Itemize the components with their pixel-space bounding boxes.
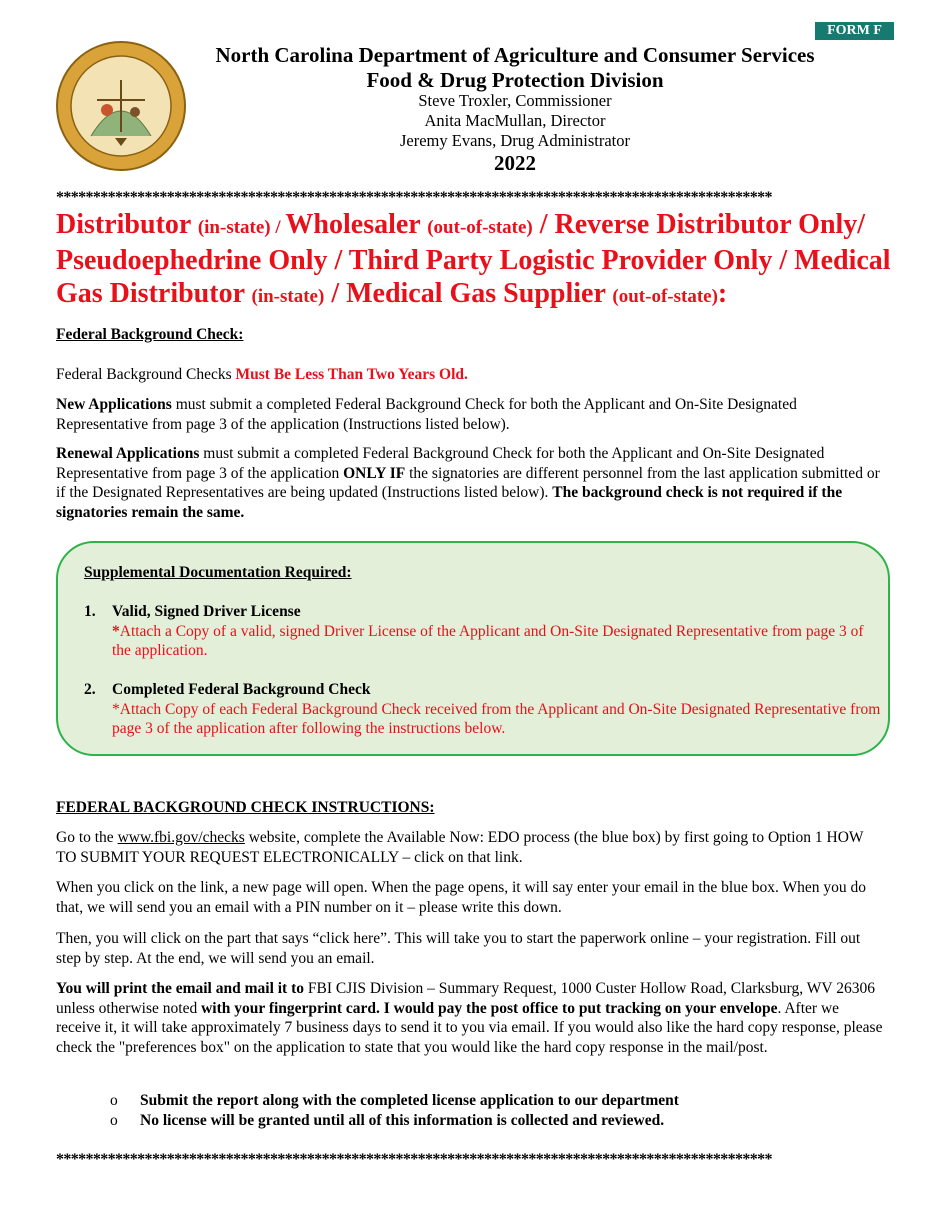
- header-department: North Carolina Department of Agriculture and Consumer Services: [215, 43, 815, 67]
- instructions-step-website: Go to the www.fbi.gov/checks website, complete the Available Now: EDO process (the blue box) by first going to Option 1 HOW TO SUBMIT YOUR REQUEST ELECTRONICALLY – click on that link.: [56, 829, 864, 866]
- license-types-title: Distributor (in-state) / Wholesaler (out-of-state) / Reverse Distributor Only/ Pseudoephedrine Only / Third Party Logistic Provider Only / Medical Gas Distributor (in-state) / Medical Gas Supplier (out-of-state):: [56, 209, 891, 309]
- bullet-submit-report: o Submit the report along with the completed license application to our department: [110, 1092, 679, 1109]
- supplemental-heading: Supplemental Documentation Required:: [84, 564, 352, 581]
- federal-check-age: Federal Background Checks Must Be Less Than Two Years Old.: [56, 366, 468, 383]
- instructions-step-email: When you click on the link, a new page will open. When the page opens, it will say enter your email in the blue box. When you do that, we will send you an email with a PIN number on it – please write this down.: [56, 879, 866, 916]
- header-year: 2022: [494, 151, 536, 175]
- bullet-circle-icon: o: [110, 1112, 118, 1129]
- header-commissioner: Steve Troxler, Commissioner: [418, 91, 612, 110]
- supplemental-item-2: 2. Completed Federal Background Check *Attach Copy of each Federal Background Check received from the Applicant and On-Site Designated Representative from page 3 of the application after following the instructions below.: [84, 681, 881, 737]
- star-divider-bottom: *************************************************************************************************: [56, 1152, 772, 1168]
- bullet-circle-icon: o: [110, 1092, 118, 1109]
- renewal-applications-paragraph: Renewal Applications must submit a completed Federal Background Check for both the Applicant and On-Site Designated Representative from page 3 of the application ONLY IF the signatories are different personnel from the last application submitted or if the Designated Representatives are being updated (Instructions listed below). The background check is not required if the signatories remain the same.: [56, 445, 880, 521]
- header-director: Anita MacMullan, Director: [424, 111, 606, 130]
- instructions-step-mail: You will print the email and mail it to FBI CJIS Division – Summary Request, 1000 Custer Hollow Road, Clarksburg, WV 26306 unless otherwise noted with your fingerprint card. I would pay the post office to put tracking on your envelope. After we receive it, it will take approximately 7 business days to send it to you via email. If you would also like the hard copy response, please check the "preferences box" on the application to state that you would like the hard copy response in the mail/post.: [56, 980, 883, 1056]
- form-badge: FORM F: [815, 22, 894, 40]
- bullet-no-license: o No license will be granted until all of this information is collected and reviewed.: [110, 1112, 665, 1129]
- department-seal: [55, 40, 187, 172]
- instructions-heading: FEDERAL BACKGROUND CHECK INSTRUCTIONS:: [56, 799, 435, 816]
- instructions-step-registration: Then, you will click on the part that says “click here”. This will take you to start the paperwork online – your registration. Fill out step by step. At the end, we will send you an email.: [56, 930, 861, 967]
- supplemental-item-1: 1. Valid, Signed Driver License *Attach a Copy of a valid, signed Driver License of the Applicant and On-Site Designated Representative from page 3 of the application.: [84, 603, 864, 659]
- federal-check-heading: Federal Background Check:: [56, 326, 244, 343]
- new-applications-paragraph: New Applications must submit a completed Federal Background Check for both the Applicant and On-Site Designated Representative from page 3 of the application (Instructions listed below).: [56, 396, 797, 433]
- header-division: Food & Drug Protection Division: [366, 68, 664, 92]
- fbi-checks-link[interactable]: www.fbi.gov/checks: [117, 829, 245, 846]
- header-drug-administrator: Jeremy Evans, Drug Administrator: [399, 131, 631, 150]
- star-divider-top: *************************************************************************************************: [56, 190, 772, 206]
